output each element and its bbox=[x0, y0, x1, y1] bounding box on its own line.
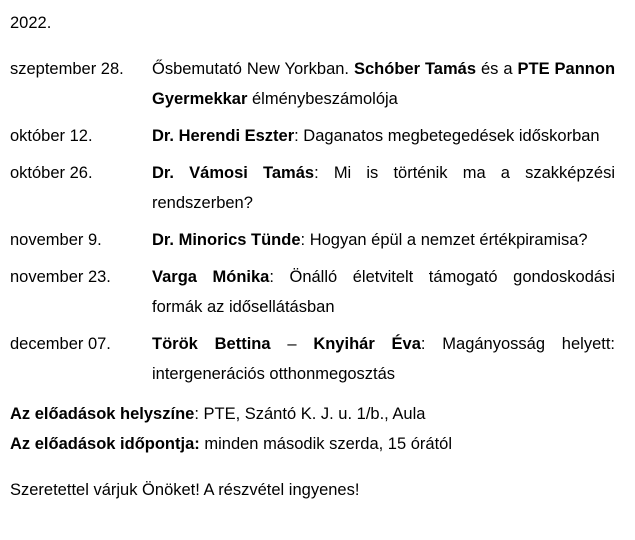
event-speaker: PTE Pannon Gyermekkar bbox=[152, 60, 616, 108]
event-text: Ősbemutató New Yorkban. bbox=[152, 60, 354, 78]
event-speaker: Schóber Tamás bbox=[353, 60, 477, 78]
event-text: : Daganatos megbetegedések időskorban bbox=[294, 127, 600, 145]
event-row bbox=[10, 329, 615, 389]
event-row bbox=[10, 262, 615, 322]
event-speaker: Dr. Vámosi Tamás bbox=[152, 164, 315, 182]
event-text: : Mi is történik ma a szakképzési rendszerben? bbox=[152, 164, 615, 212]
event-text: : Hogyan épül a nemzet értékpiramisa? bbox=[300, 231, 588, 249]
event-date: november 23. bbox=[10, 268, 111, 286]
event-date: október 12. bbox=[10, 127, 93, 145]
event-description bbox=[152, 158, 615, 218]
event-description bbox=[152, 54, 615, 114]
closing-text: Szeretettel várjuk Önöket! A részvétel ingyenes! bbox=[10, 481, 360, 499]
time-label: Az előadások időpontja: bbox=[10, 435, 200, 453]
event-date: október 26. bbox=[10, 164, 93, 182]
event-description bbox=[152, 225, 615, 255]
event-description bbox=[152, 121, 615, 151]
info-block bbox=[10, 399, 615, 459]
event-speaker: Dr. Minorics Tünde bbox=[152, 231, 301, 249]
event-text: : Magányosság helyett: intergenerációs otthonmegosztás bbox=[152, 335, 615, 383]
event-date: szeptember 28. bbox=[10, 60, 124, 78]
event-speaker: Varga Mónika bbox=[152, 268, 270, 286]
event-text: és a bbox=[476, 60, 518, 78]
event-row bbox=[10, 158, 615, 218]
event-text: – bbox=[270, 335, 314, 353]
document-page bbox=[10, 8, 615, 505]
venue-label: Az előadások helyszíne bbox=[10, 405, 195, 423]
event-text: : Önálló életvitelt támogató gondoskodási formák az idősellátásban bbox=[152, 268, 615, 316]
event-speaker: Török Bettina bbox=[152, 335, 271, 353]
time-line bbox=[10, 429, 615, 459]
venue-value: : PTE, Szántó K. J. u. 1/b., Aula bbox=[194, 405, 426, 423]
event-list bbox=[10, 54, 615, 389]
event-date: december 07. bbox=[10, 335, 111, 353]
event-row bbox=[10, 225, 615, 255]
venue-line bbox=[10, 399, 615, 429]
event-speaker: Dr. Herendi Eszter bbox=[152, 127, 295, 145]
event-text: élménybeszámolója bbox=[247, 90, 398, 108]
event-speaker: Knyihár Éva bbox=[313, 335, 421, 353]
event-row bbox=[10, 54, 615, 114]
event-description bbox=[152, 329, 615, 389]
event-description bbox=[152, 262, 615, 322]
time-value: minden második szerda, 15 órától bbox=[199, 435, 452, 453]
event-date: november 9. bbox=[10, 231, 102, 249]
event-row bbox=[10, 121, 615, 151]
year-heading: 2022. bbox=[10, 14, 52, 32]
